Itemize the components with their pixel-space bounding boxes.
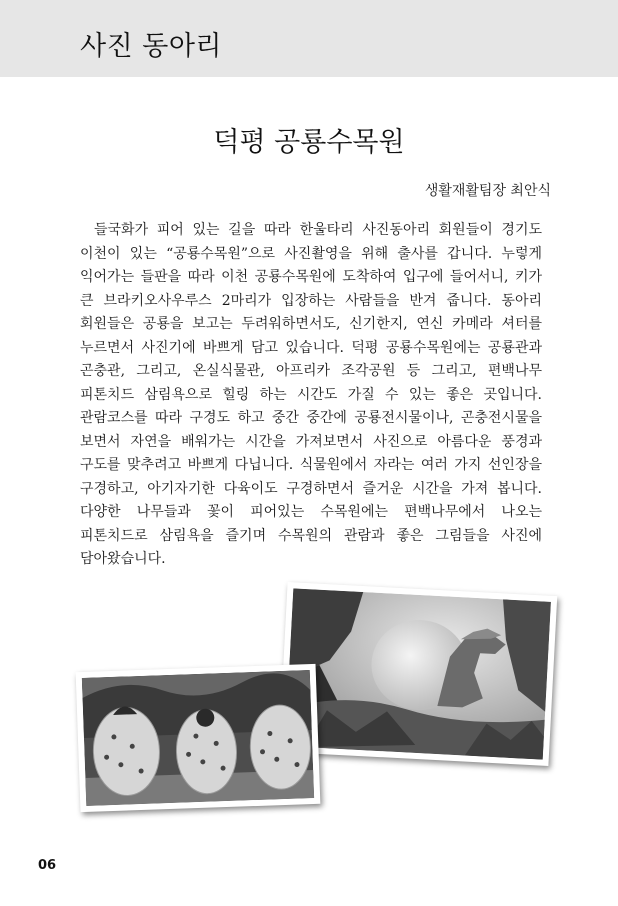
- dinosaur-photo-image: [285, 588, 551, 759]
- article-body: 들국화가 피어 있는 길을 따라 한울타리 사진동아리 회원들이 경기도 이천이 있는 “공룡수목원”으로 사진촬영을 위해 출사를 갑니다. 누렇게 익어가는 들판을 따라 이천 공룡수목원에 도착하여 입구에 들어서니, 키가 큰 브라키오사우루스 2마리가 입장하는 사람들을 반겨 줍니다. 동아리 회원들은 공룡을 보고는 두려워하면서도, 신기한지, 연신 카메라 셔터를 누르면서 사진기에 바쁘게 담고 있습니다. 덕평 공룡수목원에는 공룡관과 곤충관, 그리고, 온실식물관, 아프리카 조각공원 등 그리고, 편백나무 피톤치드 삼림욕으로 힐링 하는 시간도 가질 수 있는 좋은 곳입니다. 관람코스를 따라 구경도 하고 중간 중간에 공룡전시물이나, 곤충전시물을 보면서 자연을 배워가는 시간을 가져보면서 사진으로 아름다운 풍경과 구도를 맞추려고 바쁘게 다닙니다. 식물원에서 자라는 여러 가지 선인장을 구경하고, 아기자기한 다육이도 구경하면서 즐거운 시간을 가져 봅니다. 다양한 나무들과 꽃이 피어있는 수목원에는 편백나무에서 나오는 피톤치드로 삼림욕을 즐기며 수목원의 관람과 좋은 그림들을 사진에 담아왔습니다.: [80, 222, 542, 567]
- photo-dinosaur: [279, 582, 558, 766]
- section-title: 사진 동아리: [80, 31, 222, 62]
- eggs-photo-image: [82, 670, 314, 806]
- article-author: 생활재활팀장 최안식: [424, 183, 551, 199]
- page-number: 06: [38, 858, 57, 873]
- photo-eggs: [76, 664, 321, 812]
- article-title: 덕평 공룡수목원: [213, 127, 405, 158]
